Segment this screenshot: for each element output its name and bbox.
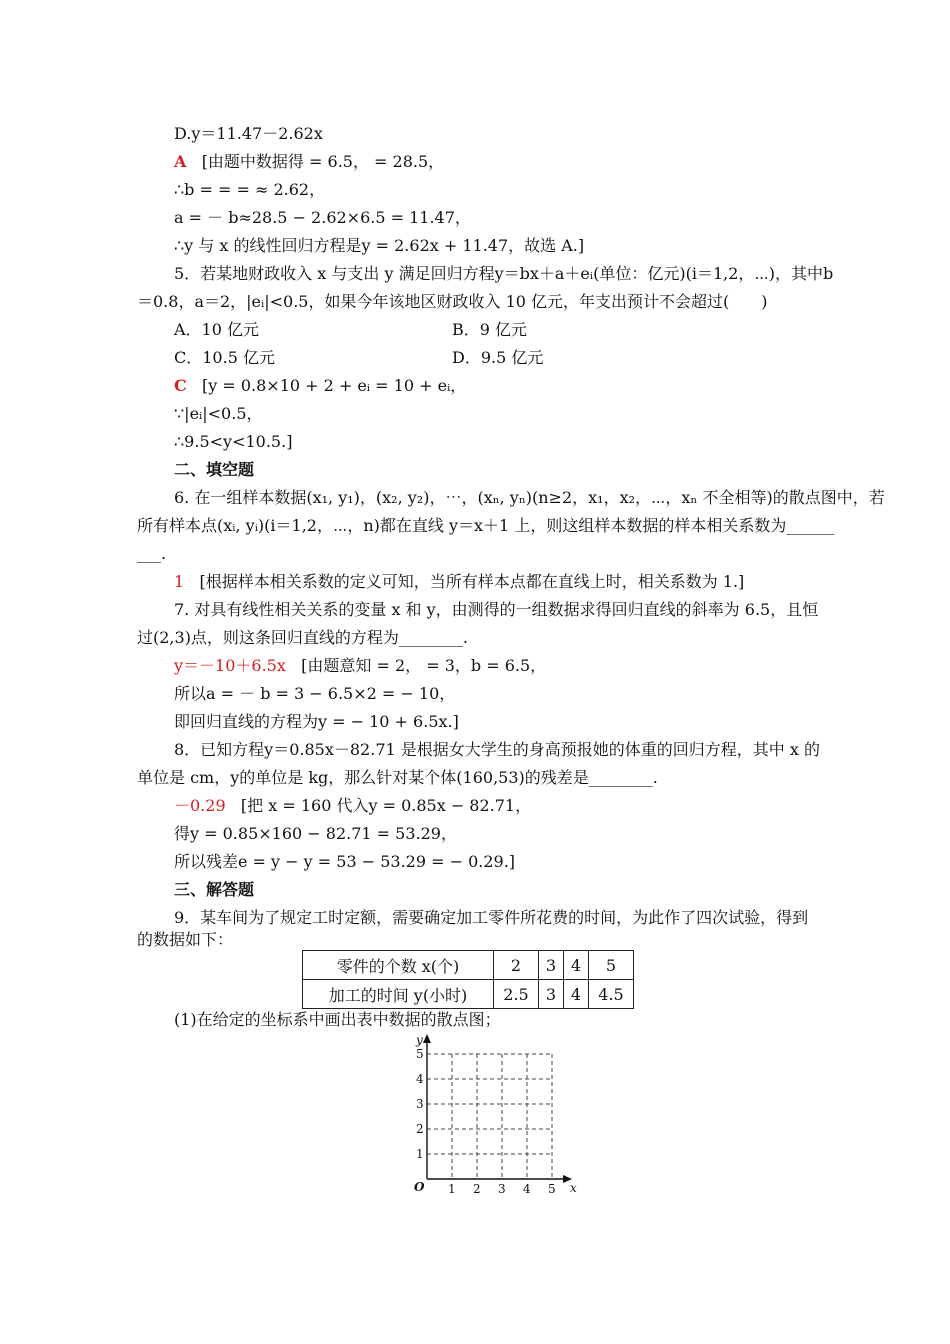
question-8-text: 单位是 cm，y的单位是 kg，那么针对某个体(160,53)的残差是________. — [137, 768, 658, 787]
table-cell: 3 — [539, 951, 564, 980]
table-row-label: 零件的个数 x(个) — [303, 951, 494, 980]
solution-text: [由题中数据得 = 6.5， = 28.5， — [201, 152, 445, 171]
section-heading-fill-blank: 二、填空题 — [174, 460, 255, 479]
question-8-text: 8．已知方程y＝0.85x－82.71 是根据女大学生的身高预报她的体重的回归方程，其中 x 的 — [174, 740, 820, 759]
coordinate-grid — [400, 1032, 580, 1194]
x-tick-label: 5 — [548, 1182, 556, 1194]
table-cell: 2.5 — [494, 980, 539, 1009]
question-6-text: ___. — [137, 544, 167, 563]
answer-tag: 1 — [174, 572, 185, 591]
data-table — [302, 950, 634, 1009]
table-cell: 4.5 — [589, 980, 634, 1009]
x-tick-label: 1 — [448, 1182, 456, 1194]
solution-text: [由题意知 = 2， = 3，b = 6.5， — [301, 656, 547, 675]
answer-line-8 — [174, 796, 531, 816]
answer-tag: －0.29 — [174, 796, 226, 815]
question-7-text: 7. 对具有线性相关关系的变量 x 和 y，由测得的一组数据求得回归直线的斜率为 6.5，且恒 — [174, 600, 819, 619]
y-axis-arrow-icon — [423, 1034, 431, 1043]
section-heading-answer: 三、解答题 — [174, 880, 255, 899]
origin-label: O — [414, 1180, 425, 1194]
answer-tag: y＝－10＋6.5x — [174, 656, 286, 675]
question-5-text: ＝0.8，a＝2，|eᵢ|<0.5，如果今年该地区财政收入 10 亿元，年支出预计不会超过( ) — [137, 292, 768, 311]
solution-line: 即回归直线的方程为y = − 10 + 6.5x.] — [174, 712, 459, 731]
table-cell: 3 — [539, 980, 564, 1009]
answer-tag: A — [174, 152, 187, 171]
solution-line: ∴9.5<y<10.5.] — [174, 432, 293, 451]
question-9-text: 的数据如下： — [137, 930, 234, 949]
solution-line: ∵|eᵢ|<0.5， — [174, 404, 263, 423]
solution-line: ∴y 与 x 的线性回归方程是y = 2.62x + 11.47，故选 A.] — [174, 236, 585, 255]
answer-line-6 — [174, 572, 744, 592]
y-axis-label: y — [416, 1033, 423, 1047]
y-tick-label: 1 — [416, 1147, 424, 1161]
coordinate-grid-figure — [400, 1032, 580, 1198]
x-tick-label: 3 — [498, 1182, 506, 1194]
solution-line: a = － b≈28.5 − 2.62×6.5 = 11.47， — [174, 208, 471, 227]
x-tick-label: 4 — [523, 1182, 531, 1194]
question-9-text: 9．某车间为了规定工时定额，需要确定加工零件所花费的时间，为此作了四次试验，得到 — [174, 908, 809, 927]
answer-line-5 — [174, 376, 466, 396]
solution-text: [把 x = 160 代入y = 0.85x − 82.71， — [240, 796, 532, 815]
table-row — [303, 980, 634, 1009]
table-cell: 4 — [564, 980, 589, 1009]
solution-text: [根据样本相关系数的定义可知，当所有样本点都在直线上时，相关系数为 1.] — [199, 572, 745, 591]
table-row-label: 加工的时间 y(小时) — [303, 980, 494, 1009]
y-tick-label: 3 — [416, 1097, 424, 1111]
table-cell: 2 — [494, 951, 539, 980]
x-axis-label: x — [570, 1181, 577, 1194]
y-tick-label: 2 — [416, 1122, 424, 1136]
x-tick-label: 2 — [473, 1182, 481, 1194]
solution-line: 所以a = － b = 3 − 6.5×2 = − 10， — [174, 684, 456, 703]
solution-line: ∴b = = = ≈ 2.62， — [174, 180, 326, 199]
answer-line-7 — [174, 656, 546, 676]
question-7-text: 过(2,3)点，则这条回归直线的方程为________. — [137, 628, 469, 647]
option-b: B．9 亿元 — [452, 320, 528, 339]
table-cell: 5 — [589, 951, 634, 980]
answer-tag: C — [174, 376, 187, 395]
question-6-text: 6. 在一组样本数据(x₁, y₁)，(x₂, y₂)，⋯，(xₙ, yₙ)(n≥2，x₁，x₂，⋯，xₙ 不全相等)的散点图中，若 — [174, 488, 885, 507]
option-a: A．10 亿元 — [174, 320, 260, 339]
solution-line: 得y = 0.85×160 − 82.71 = 53.29， — [174, 824, 457, 843]
sub-question-1-text: (1)在给定的坐标系中画出表中数据的散点图； — [174, 1010, 501, 1029]
question-5-text: 5．若某地财政收入 x 与支出 y 满足回归方程y＝bx＋a＋eᵢ(单位：亿元)(i＝1,2，⋯)，其中b — [174, 264, 834, 283]
option-d-line: D.y＝11.47－2.62x — [174, 124, 323, 143]
y-tick-label: 4 — [416, 1072, 424, 1086]
table-cell: 4 — [564, 951, 589, 980]
solution-text: [y = 0.8×10 + 2 + eᵢ = 10 + eᵢ， — [202, 376, 467, 395]
answer-line-4 — [174, 152, 444, 172]
y-tick-label: 5 — [416, 1047, 424, 1061]
option-d: D．9.5 亿元 — [452, 348, 544, 367]
table-row — [303, 951, 634, 980]
question-6-text: 所有样本点(xᵢ, yᵢ)(i＝1,2，⋯，n)都在直线 y＝x＋1 上，则这组样本数据的样本相关系数为______ — [137, 516, 835, 535]
solution-line: 所以残差e = y − y = 53 − 53.29 = − 0.29.] — [174, 852, 516, 871]
option-c: C．10.5 亿元 — [174, 348, 275, 367]
